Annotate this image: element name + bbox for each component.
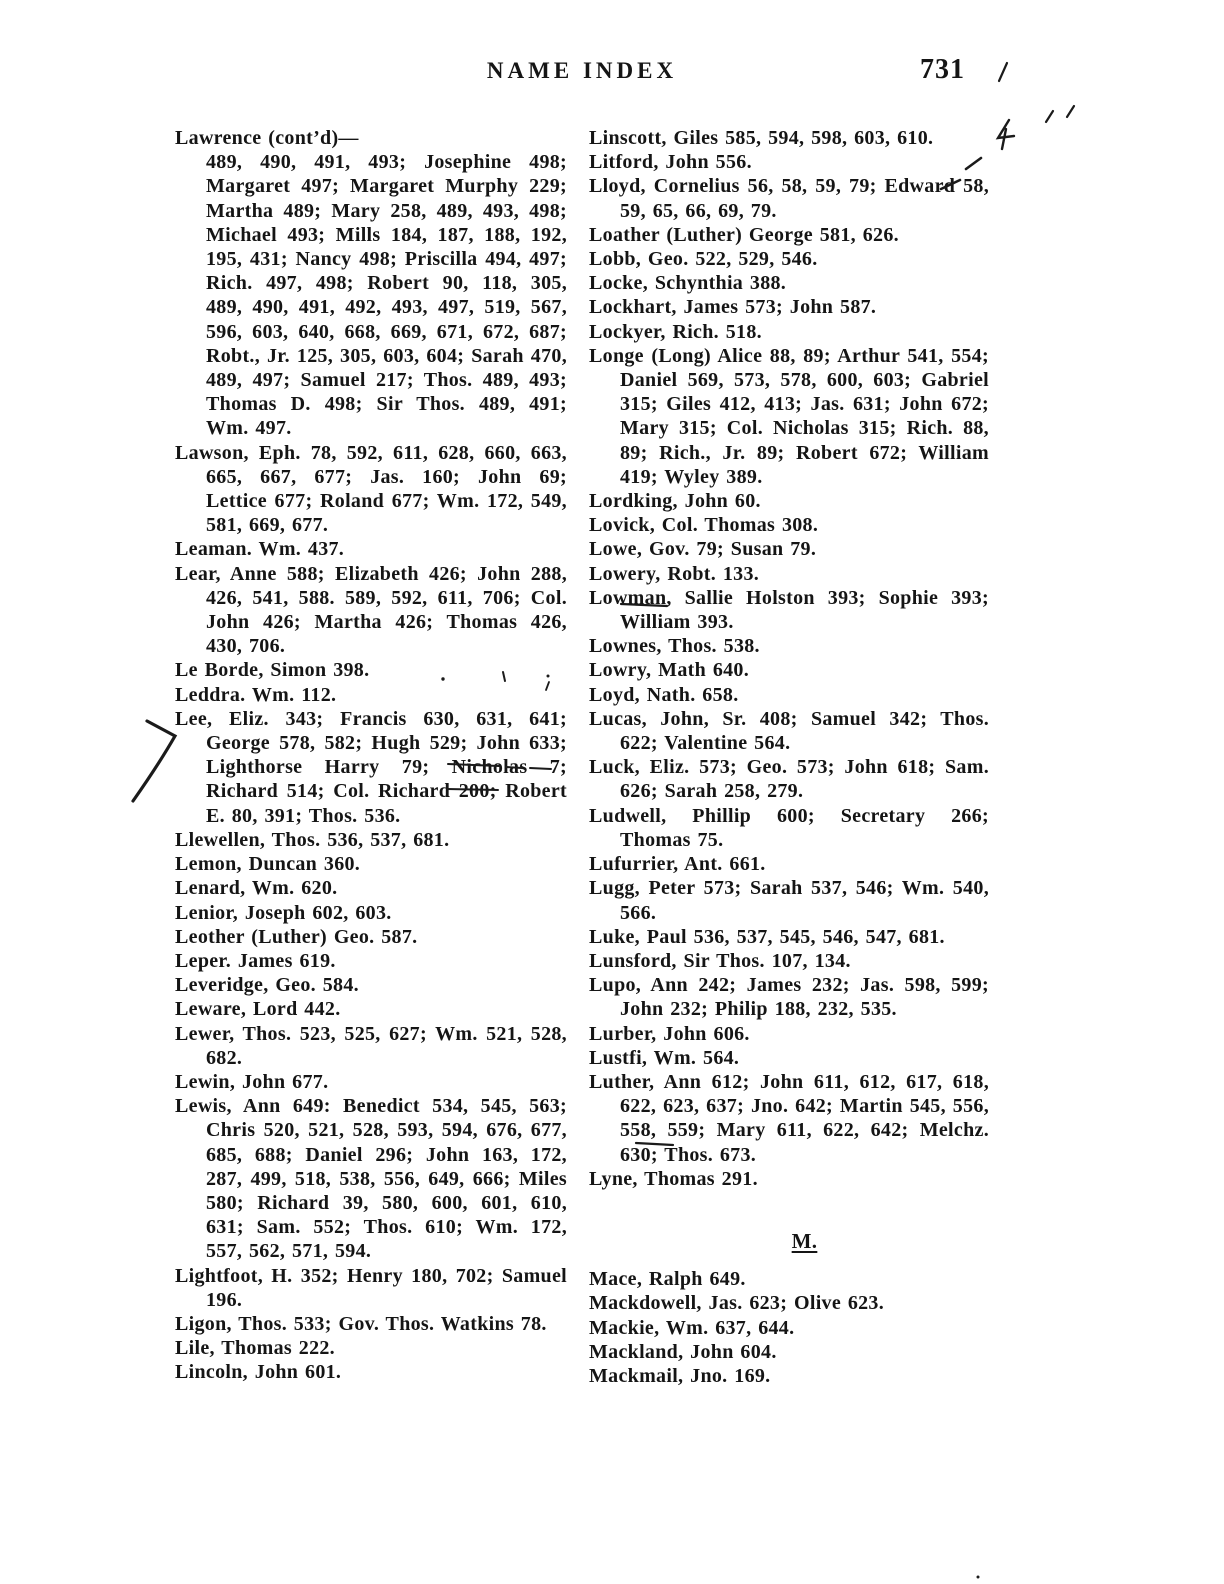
right-column	[589, 126, 989, 1388]
pen-tick	[1067, 106, 1074, 117]
index-entry: Lobb, Geo. 522, 529, 546.	[589, 248, 818, 271]
page-title: NAME INDEX	[486, 58, 678, 83]
index-entry: Ludwell, Phillip 600; Secretary 266; Thomas 75.	[589, 804, 989, 851]
index-entry: Lenard, Wm. 620.	[175, 877, 338, 900]
left-column	[175, 126, 567, 1385]
index-entry: Lunsford, Sir Thos. 107, 134.	[589, 949, 851, 972]
index-entry: Llewellen, Thos. 536, 537, 681.	[175, 828, 450, 851]
ink-speck	[977, 1576, 980, 1579]
index-entry: Lightfoot, H. 352; Henry 180, 702; Samuel 196.	[175, 1264, 567, 1311]
index-entry: Lowry, Math 640.	[589, 659, 750, 682]
pen-four-mark	[998, 120, 1014, 149]
index-entry: Leother (Luther) Geo. 587.	[175, 925, 418, 948]
index-entry: Lloyd, Cornelius 56, 58, 59, 79; Edward 58, 59, 65, 66, 69, 79.	[589, 175, 989, 222]
index-entry: Leaman. Wm. 437.	[175, 538, 345, 561]
index-entry: Leddra. Wm. 112.	[175, 683, 337, 706]
index-entry: 489, 490, 491, 493; Josephine 498; Margaret 497; Margaret Murphy 229; Martha 489; Mary 258, 489, 493, 498; Michael 493; Mills 184, 187, 188, 192, 195, 431; Nancy 498; Priscilla 494, 497; Rich. 497, 498; Robert 90, 118, 305, 489, 490, 491, 492, 493, 497, 519, 567, 596, 603, 640, 668, 669, 671, 672, 687; Robt., Jr. 125, 305, 603, 604; Sarah 470, 489, 497; Samuel 217; Thos. 489, 493; Thomas D. 498; Sir Thos. 489, 491; Wm. 497.	[206, 151, 567, 440]
index-entry: Lownes, Thos. 538.	[589, 635, 760, 658]
index-entry: Lee, Eliz. 343; Francis 630, 631, 641; George 578, 582; Hugh 529; John 633; Lighthorse Harry 79; Nicholas 7; Richard 514; Col. Richard 200; Robert E. 80, 391; Thos. 536.	[175, 707, 567, 827]
index-entry: Lincoln, John 601.	[175, 1361, 342, 1384]
index-entry: Lurber, John 606.	[589, 1022, 750, 1045]
index-entry: Lyne, Thomas 291.	[589, 1167, 758, 1190]
index-entry: Le Borde, Simon 398.	[175, 659, 370, 682]
index-entry: Leware, Lord 442.	[175, 998, 341, 1021]
index-entry: Lucas, John, Sr. 408; Samuel 342; Thos. 622; Valentine 564.	[589, 707, 989, 755]
index-entry: Lawson, Eph. 78, 592, 611, 628, 660, 663, 665, 667, 677; Jas. 160; John 69; Lettice 677; Roland 677; Wm. 172, 549, 581, 669, 677.	[175, 441, 567, 537]
index-entry: Lowe, Gov. 79; Susan 79.	[589, 538, 817, 561]
index-entry: Ligon, Thos. 533; Gov. Thos. Watkins 78.	[175, 1312, 547, 1335]
index-entry: Longe (Long) Alice 88, 89; Arthur 541, 554; Daniel 569, 573, 578, 600, 603; Gabriel 315; Giles 412, 413; Jas. 631; John 672; Mary 315; Col. Nicholas 315; Rich. 88, 89; Rich., Jr. 89; Robert 672; William 419; Wyley 389.	[589, 344, 989, 488]
index-entry: Loyd, Nath. 658.	[589, 683, 739, 706]
index-entry: Lemon, Duncan 360.	[175, 853, 361, 876]
index-entry: Lewis, Ann 649: Benedict 534, 545, 563; Chris 520, 521, 528, 593, 594, 676, 677, 685, 688; Daniel 296; John 163, 172, 287, 499, 518, 538, 556, 649, 666; Miles 580; Richard 39, 580, 600, 601, 610, 631; Sam. 552; Thos. 610; Wm. 172, 557, 562, 571, 594.	[175, 1095, 567, 1263]
index-entry: Lufurrier, Ant. 661.	[589, 853, 766, 876]
index-entry: Linscott, Giles 585, 594, 598, 603, 610.	[589, 127, 934, 149]
index-entry: Luck, Eliz. 573; Geo. 573; John 618; Sam. 626; Sarah 258, 279.	[589, 756, 989, 803]
index-entry: Lupo, Ann 242; James 232; Jas. 598, 599; John 232; Philip 188, 232, 535.	[589, 974, 989, 1021]
index-entry: Lenior, Joseph 602, 603.	[175, 901, 392, 924]
index-entry: Luther, Ann 612; John 611, 612, 617, 618, 622, 623, 637; Jno. 642; Martin 545, 556, 558, 559; Mary 611, 622, 642; Melchz. 630; Thos. 673.	[589, 1070, 989, 1166]
index-entry: Lowery, Robt. 133.	[589, 562, 760, 585]
index-entry: Lugg, Peter 573; Sarah 537, 546; Wm. 540, 566.	[589, 877, 989, 924]
index-entry: Mackdowell, Jas. 623; Olive 623.	[589, 1292, 885, 1315]
index-entry: Mackie, Wm. 637, 644.	[589, 1316, 795, 1339]
index-entry: Luke, Paul 536, 537, 545, 546, 547, 681.	[589, 925, 945, 948]
index-entry: Lewin, John 677.	[175, 1070, 329, 1093]
index-entry: Mackmail, Jno. 169.	[589, 1364, 771, 1387]
pen-tick	[1046, 111, 1053, 122]
check-mark	[133, 721, 175, 801]
index-entry: Litford, John 556.	[589, 151, 752, 174]
index-entry: Mackland, John 604.	[589, 1340, 777, 1363]
section-letter-m: M.	[791, 1228, 818, 1253]
index-entry: Lile, Thomas 222.	[175, 1337, 335, 1360]
index-entry: Lordking, John 60.	[589, 490, 761, 513]
index-entry: Lawrence (cont’d)—	[175, 127, 359, 149]
index-entry: Lear, Anne 588; Elizabeth 426; John 288, 426, 541, 588. 589, 592, 611, 706; Col. John 426; Martha 426; Thomas 426, 430, 706.	[175, 562, 567, 658]
pen-tick	[999, 63, 1007, 81]
index-entry: Lustfi, Wm. 564.	[589, 1046, 740, 1069]
index-entry: Mace, Ralph 649.	[589, 1268, 746, 1291]
index-entry: Lockhart, James 573; John 587.	[589, 296, 877, 319]
index-entry: Lockyer, Rich. 518.	[589, 320, 762, 343]
index-entry: Leper. James 619.	[175, 949, 336, 972]
index-entry: Lowman, Sallie Holston 393; Sophie 393; William 393.	[589, 586, 989, 634]
index-entry: Lewer, Thos. 523, 525, 627; Wm. 521, 528, 682.	[175, 1022, 567, 1069]
page-number: 731	[920, 54, 965, 85]
index-entry: Lovick, Col. Thomas 308.	[589, 514, 819, 537]
index-entry: Locke, Schynthia 388.	[589, 272, 787, 295]
index-entry: Loather (Luther) George 581, 626.	[589, 223, 899, 246]
index-entry: Leveridge, Geo. 584.	[175, 974, 359, 997]
